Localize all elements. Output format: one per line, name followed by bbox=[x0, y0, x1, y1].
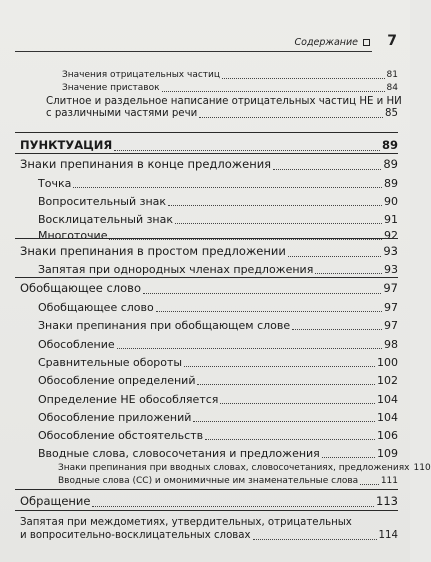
toc-entry-label: Обособление bbox=[38, 338, 115, 351]
toc-entry-label: и вопросительно-восклицательных словах bbox=[20, 530, 251, 541]
toc-entry-label: Многоточие bbox=[38, 229, 108, 242]
toc-section-entry bbox=[20, 140, 398, 152]
toc-entry-page: 89 bbox=[381, 138, 398, 152]
toc-entry bbox=[20, 159, 398, 171]
toc-entry-label: Обособление приложений bbox=[38, 411, 192, 424]
toc-entry bbox=[62, 84, 398, 93]
toc-entry-page: 114 bbox=[378, 530, 398, 541]
toc-entry bbox=[20, 496, 398, 508]
toc-entry-label: Точка bbox=[38, 177, 72, 190]
toc-entry-label: Запятая при однородных членах предложения bbox=[38, 263, 314, 276]
toc-entry-page: 110 bbox=[413, 463, 431, 473]
toc-entry-page: 104 bbox=[377, 411, 398, 424]
toc-entry bbox=[46, 109, 398, 119]
toc-entry-label: Значение приставок bbox=[62, 83, 160, 93]
toc-entry-label: Знаки препинания в конце предложения bbox=[20, 157, 272, 171]
toc-entry-label: Восклицательный знак bbox=[38, 213, 174, 226]
toc-entry-page: 113 bbox=[376, 494, 398, 508]
toc-entry-page: 98 bbox=[384, 338, 398, 351]
toc-entry-page: 104 bbox=[377, 393, 398, 406]
toc-entry-page: 91 bbox=[384, 213, 398, 226]
toc-entry-page: 92 bbox=[384, 229, 398, 242]
toc-entry bbox=[38, 230, 398, 241]
toc-entry-label: Обращение bbox=[20, 494, 91, 508]
toc-entry-page: 97 bbox=[384, 319, 398, 332]
toc-entry-page: 89 bbox=[384, 177, 398, 190]
toc-entry-label: Обобщающее слово bbox=[20, 281, 141, 295]
divider bbox=[15, 277, 398, 278]
toc-entry bbox=[20, 246, 398, 258]
toc-entry-label: Обособление определений bbox=[38, 374, 196, 387]
toc-entry bbox=[38, 196, 398, 207]
toc-entry-page: 93 bbox=[384, 263, 398, 276]
toc-entry-page: 97 bbox=[383, 281, 398, 295]
divider bbox=[15, 510, 398, 511]
divider bbox=[15, 153, 398, 154]
toc-entry-label: Знаки препинания при обобщающем слове bbox=[38, 319, 291, 332]
toc-entry-label-line1: Запятая при междометиях, утвердительных, отрицательных bbox=[20, 517, 352, 528]
toc-entry-label: Обобщающее слово bbox=[38, 301, 154, 314]
toc-entry bbox=[38, 320, 398, 331]
toc-entry-label: Вводные слова, словосочетания и предложения bbox=[38, 447, 320, 460]
toc-entry-page: 84 bbox=[386, 83, 398, 93]
toc-entry-label: Вводные слова (СС) и омонимичные им знаменательные слова bbox=[58, 476, 359, 486]
toc-entry-page: 90 bbox=[384, 195, 398, 208]
square-icon bbox=[363, 39, 370, 46]
toc-entry bbox=[38, 178, 398, 189]
toc-entry bbox=[38, 339, 398, 350]
header-page-number: 7 bbox=[387, 33, 397, 49]
page-header bbox=[15, 34, 400, 54]
toc-entry-page: 102 bbox=[377, 374, 398, 387]
toc-entry-label: Знаки препинания при вводных словах, словосочетаниях, предложениях bbox=[58, 463, 410, 473]
toc-entry bbox=[58, 477, 398, 486]
toc-entry-label: Сравнительные обороты bbox=[38, 356, 183, 369]
toc-entry-page: 106 bbox=[377, 429, 398, 442]
toc-entry bbox=[20, 531, 398, 541]
header-rule bbox=[15, 51, 372, 52]
toc-entry-page: 93 bbox=[383, 244, 398, 258]
divider bbox=[15, 238, 398, 239]
toc-entry bbox=[38, 302, 398, 313]
toc-entry bbox=[38, 264, 398, 275]
toc-entry-label: Знаки препинания в простом предложении bbox=[20, 244, 286, 258]
toc-entry bbox=[38, 375, 398, 386]
toc-entry bbox=[38, 430, 398, 441]
toc-entry-page: 97 bbox=[384, 301, 398, 314]
toc-entry-page: 100 bbox=[377, 356, 398, 369]
toc-entry-label: Определение НЕ обособляется bbox=[38, 393, 219, 406]
divider bbox=[15, 489, 398, 490]
toc-entry-page: 81 bbox=[386, 70, 398, 80]
toc-entry-label-line1: Слитное и раздельное написание отрицательных частиц НЕ и НИ bbox=[46, 96, 402, 107]
toc-entry-page: 111 bbox=[380, 476, 398, 486]
toc-entry bbox=[20, 283, 398, 295]
toc-entry bbox=[38, 214, 398, 225]
toc-entry-label: Обособление обстоятельств bbox=[38, 429, 204, 442]
toc-entry bbox=[38, 357, 398, 368]
toc-entry bbox=[38, 412, 398, 423]
toc-section-label: ПУНКТУАЦИЯ bbox=[20, 138, 113, 152]
toc-entry-page: 85 bbox=[385, 108, 398, 119]
toc-entry bbox=[38, 448, 398, 459]
header-section-title: Содержание bbox=[294, 37, 358, 48]
toc-entry bbox=[38, 394, 398, 405]
toc-entry-page: 109 bbox=[377, 447, 398, 460]
toc-entry-page: 89 bbox=[383, 157, 398, 171]
toc-entry bbox=[58, 463, 431, 473]
toc-entry bbox=[62, 71, 398, 80]
toc-entry-label: Вопросительный знак bbox=[38, 195, 167, 208]
toc-entry-label: Значения отрицательных частиц bbox=[62, 70, 220, 80]
toc-entry-label: с различными частями речи bbox=[46, 108, 198, 119]
divider bbox=[15, 132, 398, 133]
